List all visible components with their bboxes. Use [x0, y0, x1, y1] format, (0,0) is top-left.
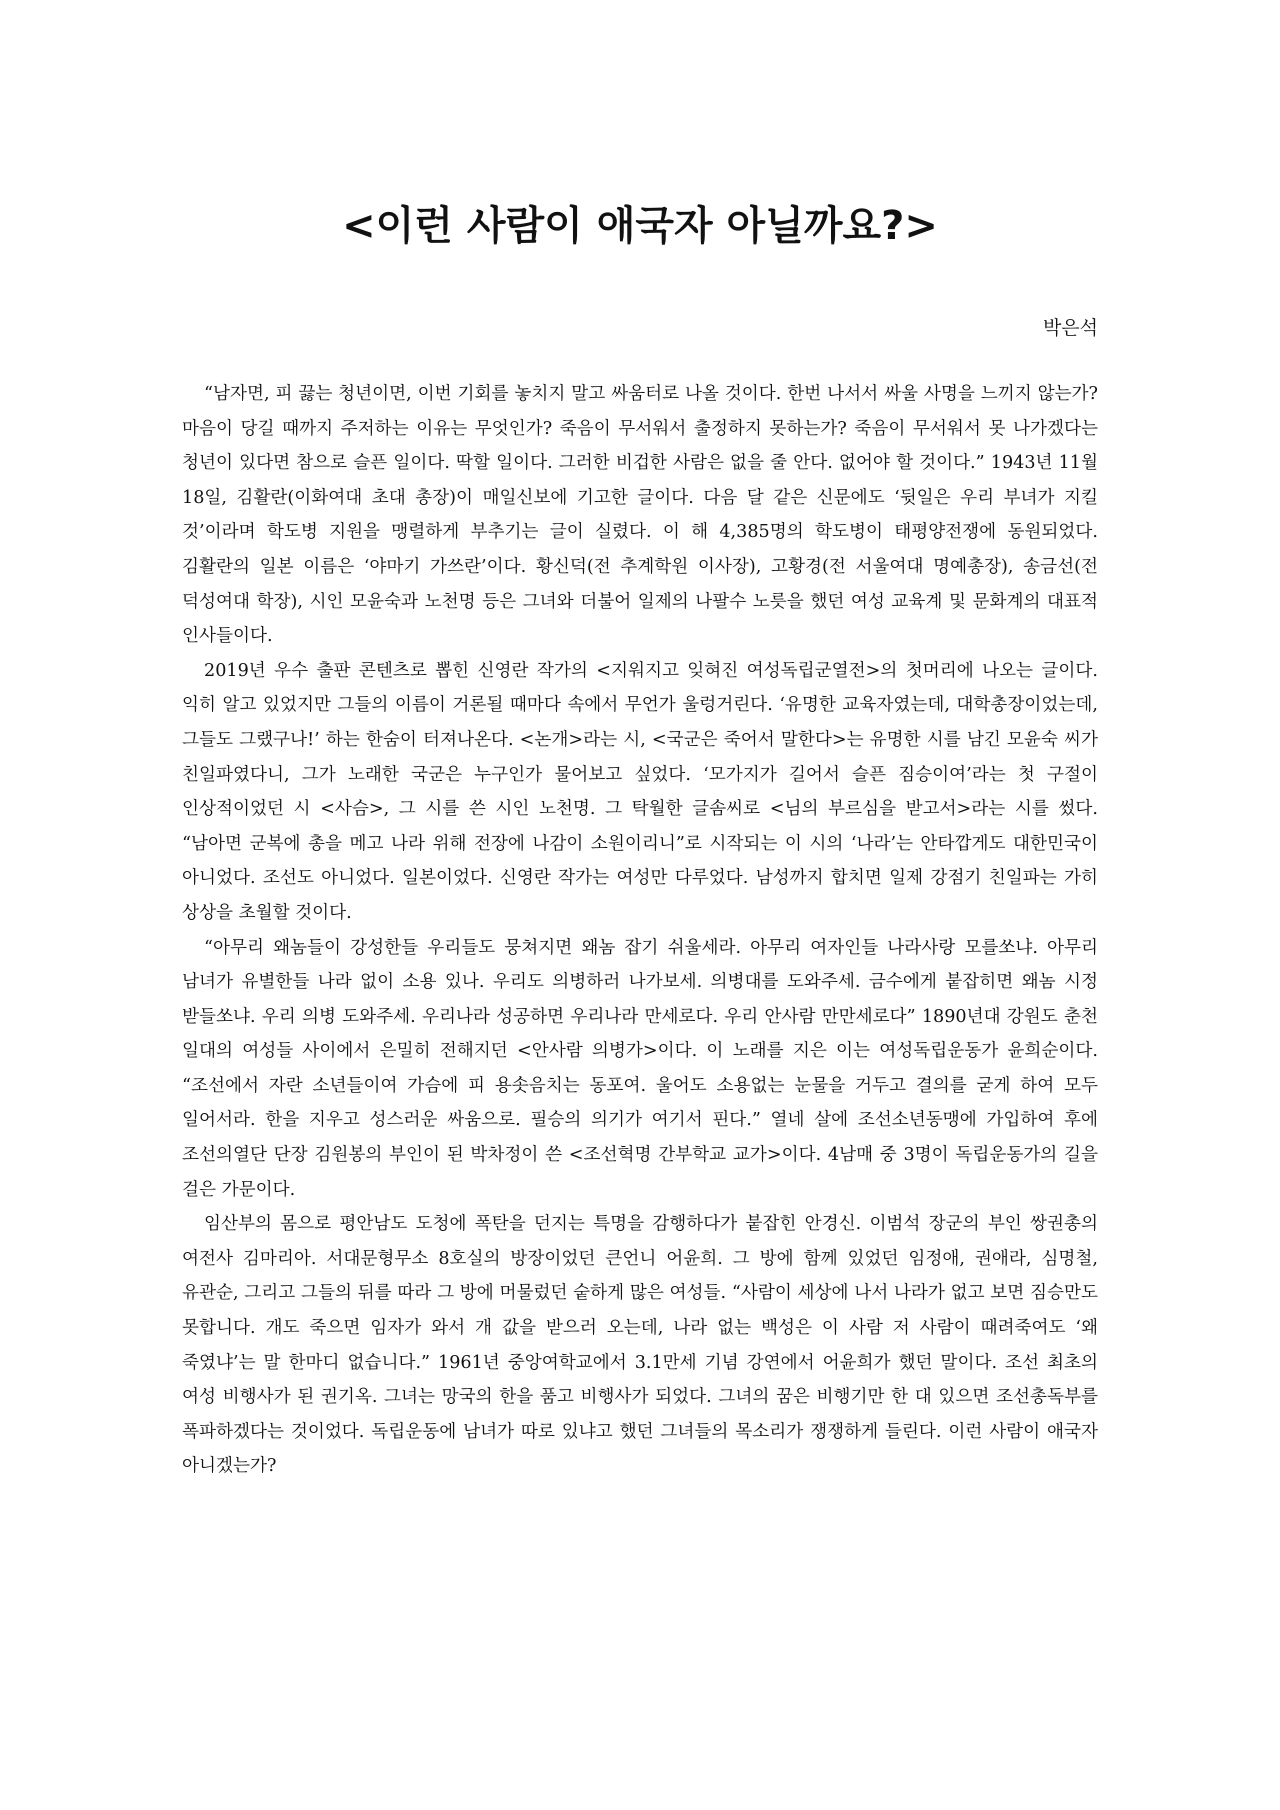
document-body: [182, 377, 1098, 1484]
paragraph: “아무리 왜놈들이 강성한들 우리들도 뭉쳐지면 왜놈 잡기 쉬울세라. 아무리 여자인들 나라사랑 모를쏘냐. 아무리 남녀가 유별한들 나라 없이 소용 있나. 우리도 의병하러 나가보세. 의병대를 도와주세. 금수에게 붙잡히면 왜놈 시정 받들쏘냐. 우리 의병 도와주세. 우리나라 성공하면 우리나라 만세로다. 우리 안사람 만만세로다” 1890년대 강원도 춘천 일대의 여성들 사이에서 은밀히 전해지던 <안사람 의병가>이다. 이 노래를 지은 이는 여성독립운동가 윤희순이다. “조선에서 자란 소년들이여 가슴에 피 용솟음치는 동포여. 울어도 소용없는 눈물을 거두고 결의를 굳게 하여 모두 일어서라. 한을 지우고 성스러운 싸움으로. 필승의 의기가 여기서 핀다.” 열네 살에 조선소년동맹에 가입하여 후에 조선의열단 단장 김원봉의 부인이 된 박차정이 쓴 <조선혁명 간부학교 교가>이다. 4남매 중 3명이 독립운동가의 길을 걸은 가문이다.: [182, 937, 1099, 1200]
author-name: 박은석: [1042, 317, 1098, 339]
paragraph: “남자면, 피 끓는 청년이면, 이번 기회를 놓치지 말고 싸움터로 나올 것이다. 한번 나서서 싸울 사명을 느끼지 않는가? 마음이 당길 때까지 주저하는 이유는 무엇인가? 죽음이 무서워서 출정하지 못하는가? 죽음이 무서워서 못 나가겠다는 청년이 있다면 참으로 슬픈 일이다. 딱할 일이다. 그러한 비겁한 사람은 없을 줄 안다. 없어야 할 것이다.” 1943년 11월 18일, 김활란(이화여대 초대 총장)이 매일신보에 기고한 글이다. 다음 달 같은 신문에도 ‘뒷일은 우리 부녀가 지킬 것’이라며 학도병 지원을 맹렬하게 부추기는 글이 실렸다. 이 해 4,385명의 학도병이 태평양전쟁에 동원되었다. 김활란의 일본 이름은 ‘야마기 가쓰란’이다. 황신덕(전 추계학원 이사장), 고황경(전 서울여대 명예총장), 송금선(전 덕성여대 학장), 시인 모윤숙과 노천명 등은 그녀와 더불어 일제의 나팔수 노릇을 했던 여성 교육계 및 문화계의 대표적 인사들이다.: [182, 384, 1098, 647]
paragraph: 2019년 우수 출판 콘텐츠로 뽑힌 신영란 작가의 <지워지고 잊혀진 여성독립군열전>의 첫머리에 나오는 글이다. 익히 알고 있었지만 그들의 이름이 거론될 때마다 속에서 무언가 울렁거린다. ‘유명한 교육자였는데, 대학총장이었는데, 그들도 그랬구나!’ 하는 한숨이 터져나온다. <논개>라는 시, <국군은 죽어서 말한다>는 유명한 시를 남긴 모윤숙 씨가 친일파였다니, 그가 노래한 국군은 누구인가 물어보고 싶었다. ‘모가지가 길어서 슬픈 짐승이여’라는 첫 구절이 인상적이었던 시 <사슴>, 그 시를 쓴 시인 노천명. 그 탁월한 글솜씨로 <님의 부르심을 받고서>라는 시를 썼다. “남아면 군복에 총을 메고 나라 위해 전장에 나감이 소원이리니”로 시작되는 이 시의 ‘나라’는 안타깝게도 대한민국이 아니었다. 조선도 아니었다. 일본이었다. 신영란 작가는 여성만 다루었다. 남성까지 합치면 일제 강점기 친일파는 가히 상상을 초월할 것이다.: [182, 660, 1098, 923]
paragraph: 임산부의 몸으로 평안남도 도청에 폭탄을 던지는 특명을 감행하다가 붙잡힌 안경신. 이범석 장군의 부인 쌍권총의 여전사 김마리아. 서대문형무소 8호실의 방장이었던 큰언니 어윤희. 그 방에 함께 있었던 임정애, 권애라, 심명철, 유관순, 그리고 그들의 뒤를 따라 그 방에 머물렀던 숱하게 많은 여성들. “사람이 세상에 나서 나라가 없고 보면 짐승만도 못합니다. 개도 죽으면 임자가 와서 개 값을 받으러 오는데, 나라 없는 백성은 이 사람 저 사람이 때려죽여도 ‘왜 죽였냐’는 말 한마디 없습니다.” 1961년 중앙여학교에서 3.1만세 기념 강연에서 어윤희가 했던 말이다. 조선 최초의 여성 비행사가 된 권기옥. 그녀는 망국의 한을 품고 비행사가 되었다. 그녀의 꿈은 비행기만 한 대 있으면 조선총독부를 폭파하겠다는 것이었다. 독립운동에 남녀가 따로 있냐고 했던 그녀들의 목소리가 쟁쟁하게 들린다. 이런 사람이 애국자 아니겠는가?: [182, 1214, 1098, 1477]
document-title: <이런 사람이 애국자 아닐까요?>: [342, 203, 938, 249]
